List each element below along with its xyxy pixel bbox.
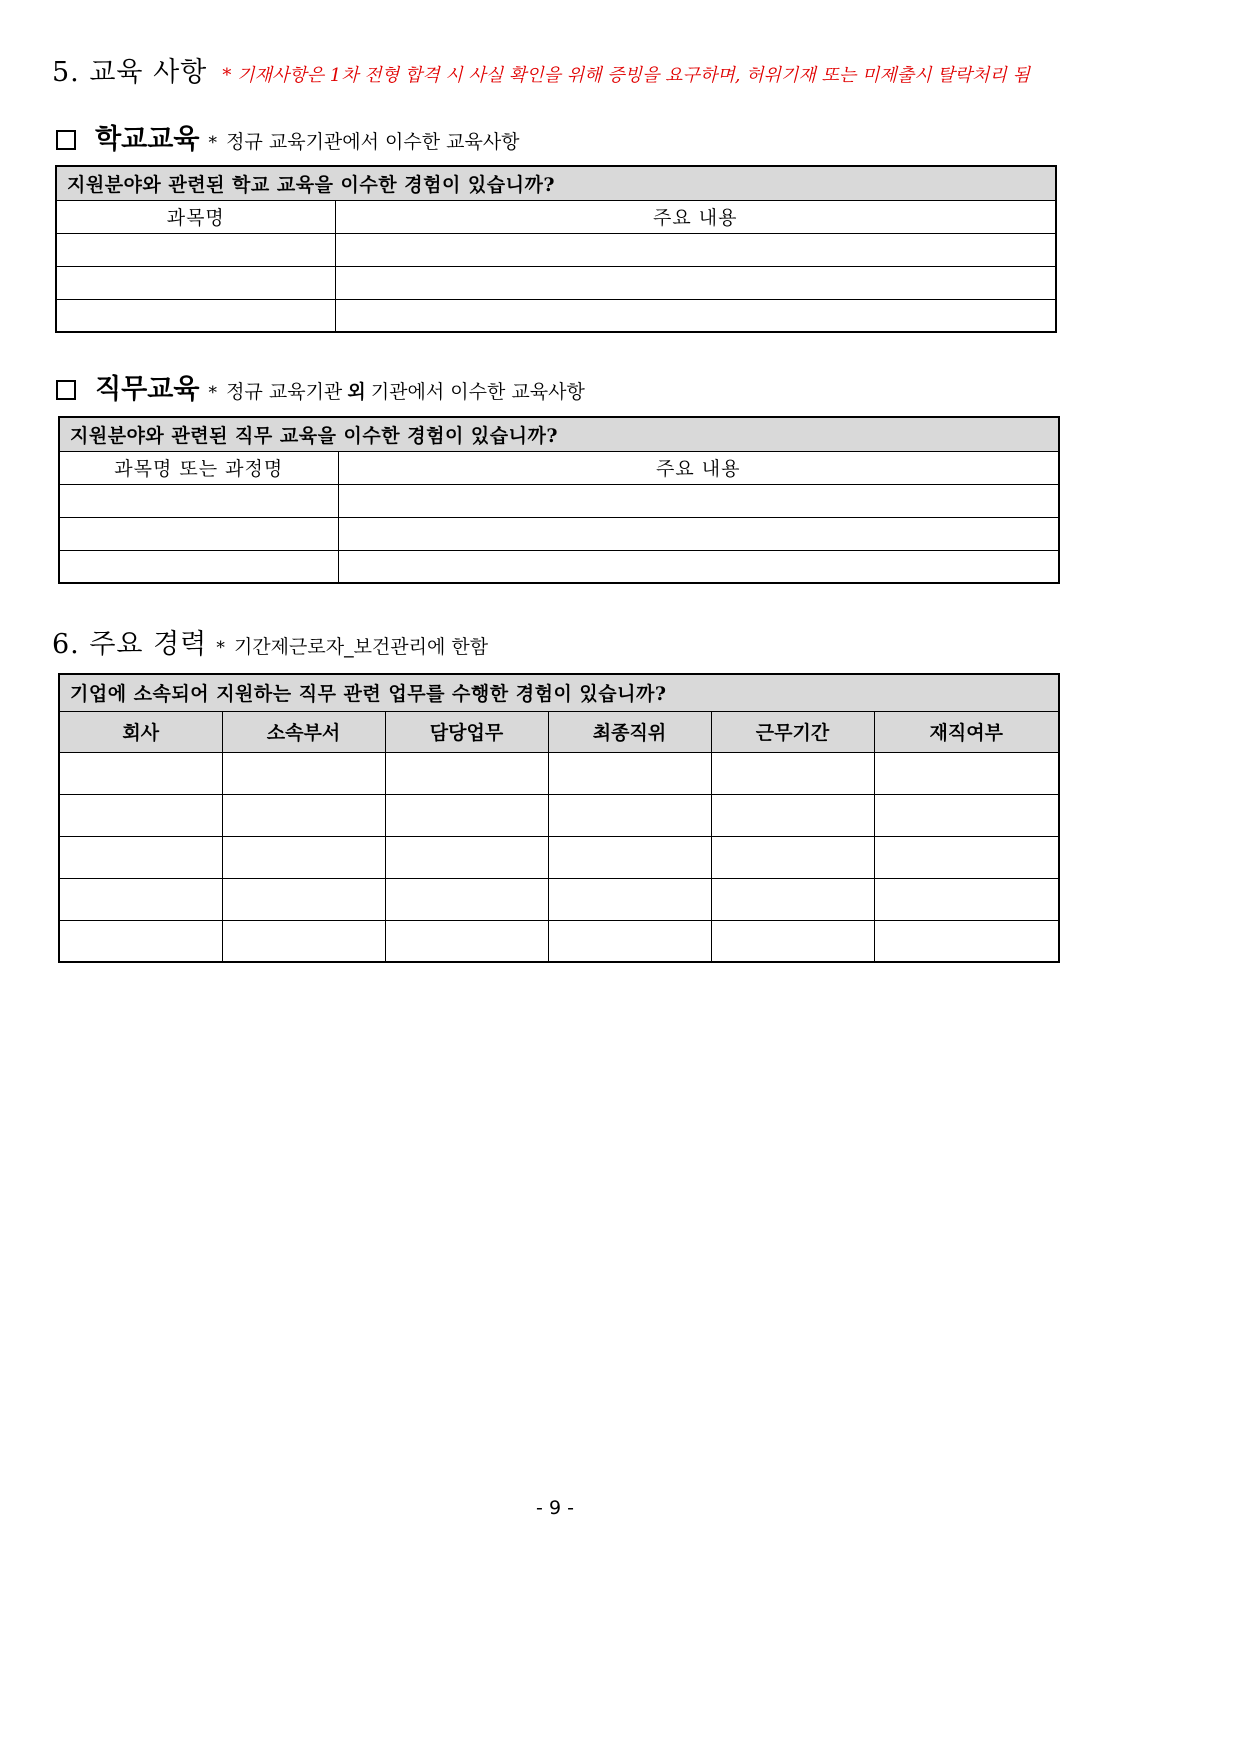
- school-education-checkbox[interactable]: [56, 130, 76, 150]
- career-cell[interactable]: [385, 836, 548, 878]
- section-5-heading: [52, 50, 1030, 89]
- career-cell[interactable]: [711, 920, 874, 962]
- career-cell[interactable]: [59, 920, 222, 962]
- career-cell[interactable]: [59, 752, 222, 794]
- job-education-note-c: 기관에서 이수한 교육사항: [370, 381, 585, 403]
- career-cell[interactable]: [59, 836, 222, 878]
- career-col-employment-status: 재직여부: [874, 711, 1059, 752]
- career-cell[interactable]: [711, 752, 874, 794]
- job-col-subject: 과목명 또는 과정명: [59, 451, 338, 484]
- career-cell[interactable]: [385, 794, 548, 836]
- table-row: [59, 517, 1059, 550]
- career-cell[interactable]: [222, 920, 385, 962]
- job-col-content: 주요 내용: [338, 451, 1059, 484]
- career-cell[interactable]: [874, 878, 1059, 920]
- school-content-cell[interactable]: [335, 299, 1056, 332]
- career-col-company: 회사: [59, 711, 222, 752]
- school-content-cell[interactable]: [335, 233, 1056, 266]
- job-subject-cell[interactable]: [59, 484, 338, 517]
- table-row: [56, 299, 1056, 332]
- school-subject-cell[interactable]: [56, 299, 335, 332]
- career-cell[interactable]: [874, 836, 1059, 878]
- table-row: [59, 484, 1059, 517]
- career-cell[interactable]: [222, 794, 385, 836]
- career-cell[interactable]: [548, 878, 711, 920]
- job-subject-cell[interactable]: [59, 550, 338, 583]
- career-cell[interactable]: [222, 752, 385, 794]
- job-education-table: [58, 416, 1060, 584]
- job-education-star: *: [208, 383, 218, 403]
- career-question: 기업에 소속되어 지원하는 직무 관련 업무를 수행한 경험이 있습니까?: [59, 674, 1059, 711]
- page-number: - 9 -: [536, 1497, 574, 1519]
- career-col-duty: 담당업무: [385, 711, 548, 752]
- job-content-cell[interactable]: [338, 517, 1059, 550]
- job-content-cell[interactable]: [338, 550, 1059, 583]
- career-cell[interactable]: [874, 794, 1059, 836]
- career-cell[interactable]: [385, 878, 548, 920]
- career-cell[interactable]: [548, 794, 711, 836]
- table-row: [59, 794, 1059, 836]
- career-cell[interactable]: [385, 920, 548, 962]
- career-cell[interactable]: [548, 836, 711, 878]
- school-education-table: [55, 165, 1057, 333]
- table-row: [56, 233, 1056, 266]
- section-6-title: 6. 주요 경력: [52, 629, 208, 660]
- career-cell[interactable]: [222, 878, 385, 920]
- table-row: [59, 878, 1059, 920]
- school-col-content: 주요 내용: [335, 200, 1056, 233]
- job-education-question: 지원분야와 관련된 직무 교육을 이수한 경험이 있습니까?: [59, 417, 1059, 451]
- table-row: [56, 266, 1056, 299]
- job-subject-cell[interactable]: [59, 517, 338, 550]
- career-cell[interactable]: [548, 920, 711, 962]
- career-cell[interactable]: [59, 794, 222, 836]
- school-subject-cell[interactable]: [56, 233, 335, 266]
- school-education-note: 정규 교육기관에서 이수한 교육사항: [226, 131, 520, 153]
- career-col-period: 근무기간: [711, 711, 874, 752]
- table-row: [59, 752, 1059, 794]
- career-cell[interactable]: [59, 878, 222, 920]
- job-education-title: 직무교육: [95, 374, 200, 405]
- table-row: [59, 920, 1059, 962]
- job-education-note-a: 정규 교육기관: [226, 381, 343, 403]
- job-education-note-b: 외: [347, 381, 366, 403]
- job-content-cell[interactable]: [338, 484, 1059, 517]
- table-row: [59, 836, 1059, 878]
- job-education-heading: [56, 367, 585, 406]
- section-6-heading: [52, 622, 488, 661]
- career-cell[interactable]: [548, 752, 711, 794]
- table-row: [59, 550, 1059, 583]
- career-cell[interactable]: [711, 794, 874, 836]
- career-cell[interactable]: [222, 836, 385, 878]
- career-cell[interactable]: [711, 836, 874, 878]
- school-content-cell[interactable]: [335, 266, 1056, 299]
- section-6-star: *: [216, 638, 225, 658]
- school-subject-cell[interactable]: [56, 266, 335, 299]
- school-education-star: *: [208, 133, 218, 153]
- career-col-position: 최종직위: [548, 711, 711, 752]
- career-cell[interactable]: [385, 752, 548, 794]
- career-cell[interactable]: [711, 878, 874, 920]
- section-5-note: * 기재사항은 1차 전형 합격 시 사실 확인을 위해 증빙을 요구하며, 허위기재 또는 미제출시 탈락처리 됨: [222, 65, 1030, 86]
- career-col-department: 소속부서: [222, 711, 385, 752]
- school-col-subject: 과목명: [56, 200, 335, 233]
- school-education-question: 지원분야와 관련된 학교 교육을 이수한 경험이 있습니까?: [56, 166, 1056, 200]
- career-cell[interactable]: [874, 752, 1059, 794]
- job-education-checkbox[interactable]: [56, 380, 76, 400]
- career-cell[interactable]: [874, 920, 1059, 962]
- school-education-heading: [56, 117, 520, 156]
- section-6-note: 기간제근로자_보건관리에 한함: [233, 636, 489, 658]
- section-5-title: 5. 교육 사항: [52, 57, 208, 88]
- career-table: [58, 673, 1060, 963]
- school-education-title: 학교교육: [95, 124, 200, 155]
